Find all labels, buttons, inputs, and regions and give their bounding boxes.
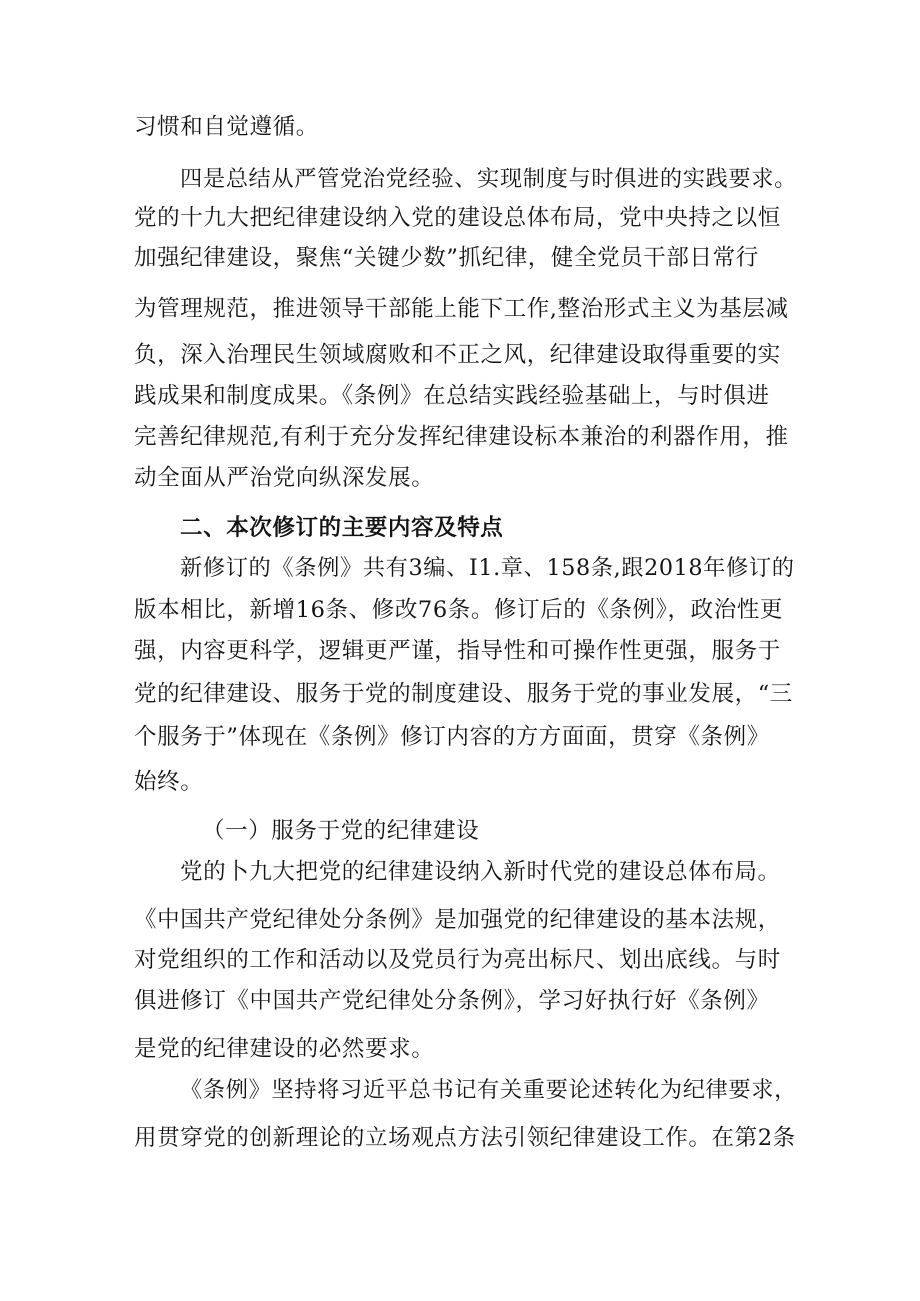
body-text-line: 加强纪律建设，聚焦“关键少数”抓纪律，健全党员干部日常行 [134,245,759,271]
body-text-line: 完善纪律规范,有利于充分发挥纪律建设标本兼治的利器作用，推 [134,424,789,450]
body-text-line: 用贯穿党的创新理论的立场观点方法引领纪律建设工作。在第2条 [134,1125,796,1151]
paragraph-first-line: 四是总结从严管党治党经验、实现制度与时俱进的实践要求。 [180,166,797,192]
body-text-line: 版本相比，新增16条、修改76条。修订后的《条例》，政治性更 [134,597,784,623]
body-text-line: 始终。 [134,769,204,795]
paragraph-first-line: 《条例》坚持将习近平总书记有关重要论述转化为纪律要求， [180,1077,797,1103]
body-text-line: 党的十九大把纪律建设纳入党的建设总体布局，党中央持之以恒 [134,205,781,231]
paragraph-first-line: 新修订的《条例》共有3编、I1.章、158条,跟2018年修订的 [180,555,795,581]
body-text-line: 《中国共产党纪律处分条例》是加强党的纪律建设的基本法规， [134,907,781,933]
section-heading: 二、本次修订的主要内容及特点 [180,515,504,541]
body-text-line: 践成果和制度成果。《条例》在总结实践经验基础上，与时俱进 [134,383,770,409]
body-text-line: 负，深入治理民生领域腐败和不正之风，纪律建设取得重要的实 [134,342,781,368]
body-text-line: 对党组织的工作和活动以及党员行为亮出标尺、划出底线。与时 [134,947,781,973]
body-text-line: 俱进修订《中国共产党纪律处分条例》，学习好执行好《条例》 [134,988,770,1014]
body-text-line: 个服务于”体现在《条例》修订内容的方方面面，贯穿《条例》 [134,724,770,750]
body-text-line: 动全面从严治党向纵深发展。 [134,465,435,491]
body-text-line: 是党的纪律建设的必然要求。 [134,1036,435,1062]
body-text-line: 党的纪律建设、服务于党的制度建设、服务于党的事业发展，“三 [134,681,793,707]
body-text-line: 为管理规范，推进领导干部能上能下工作,整治形式主义为基层减 [134,296,789,322]
paragraph-first-line: 党的卜九大把党的纪律建设纳入新时代党的建设总体布局。 [180,859,781,885]
body-text-line: 强，内容更科学，逻辑更严谨，指导性和可操作性更强，服务于 [134,638,781,664]
subsection-heading: （一）服务于党的纪律建设 [202,818,480,844]
body-text-line: 习惯和自觉遵循。 [134,114,319,140]
